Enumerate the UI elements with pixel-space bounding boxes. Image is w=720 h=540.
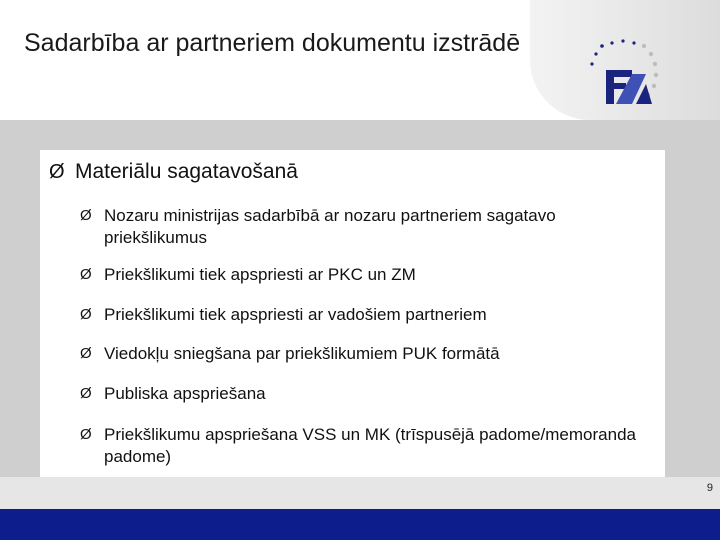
sub-bullet-text: Viedokļu sniegšana par priekšlikumiem PUK formātā [104,344,500,363]
sub-bullet [80,304,655,326]
arrow-bullet-icon: Ø [80,306,92,323]
sub-bullet [80,205,655,249]
page-number: 9 [706,482,713,494]
arrow-bullet-icon: Ø [80,266,92,283]
main-bullet [49,159,298,185]
arrow-bullet-icon: Ø [80,385,92,402]
sub-bullet [80,264,655,286]
sub-bullet [80,343,655,365]
sub-bullet-text: Priekšlikumu apspriešana VSS un MK (trīspusējā padome/memoranda padome) [104,425,636,466]
footer-strip [0,477,720,509]
arrow-bullet-icon: Ø [80,345,92,362]
sub-bullet [80,383,655,405]
main-bullet-text: Materiālu sagatavošanā [75,160,298,183]
sub-bullet-text: Publiska apspriešana [104,384,266,403]
eu-funds-logo-icon [588,36,668,108]
arrow-bullet-icon: Ø [80,426,92,443]
sub-bullet-text: Priekšlikumi tiek apspriesti ar vadošiem partneriem [104,305,487,324]
sub-bullet-text: Nozaru ministrijas sadarbībā ar nozaru partneriem sagatavo priekšlikumus [104,206,556,247]
slide-title: Sadarbība ar partneriem dokumentu izstrādē [24,29,521,57]
footer-bar [0,509,720,540]
sub-bullet [80,424,655,468]
arrow-bullet-icon: Ø [49,161,65,183]
sub-bullet-text: Priekšlikumi tiek apspriesti ar PKC un ZM [104,265,416,284]
arrow-bullet-icon: Ø [80,207,92,224]
